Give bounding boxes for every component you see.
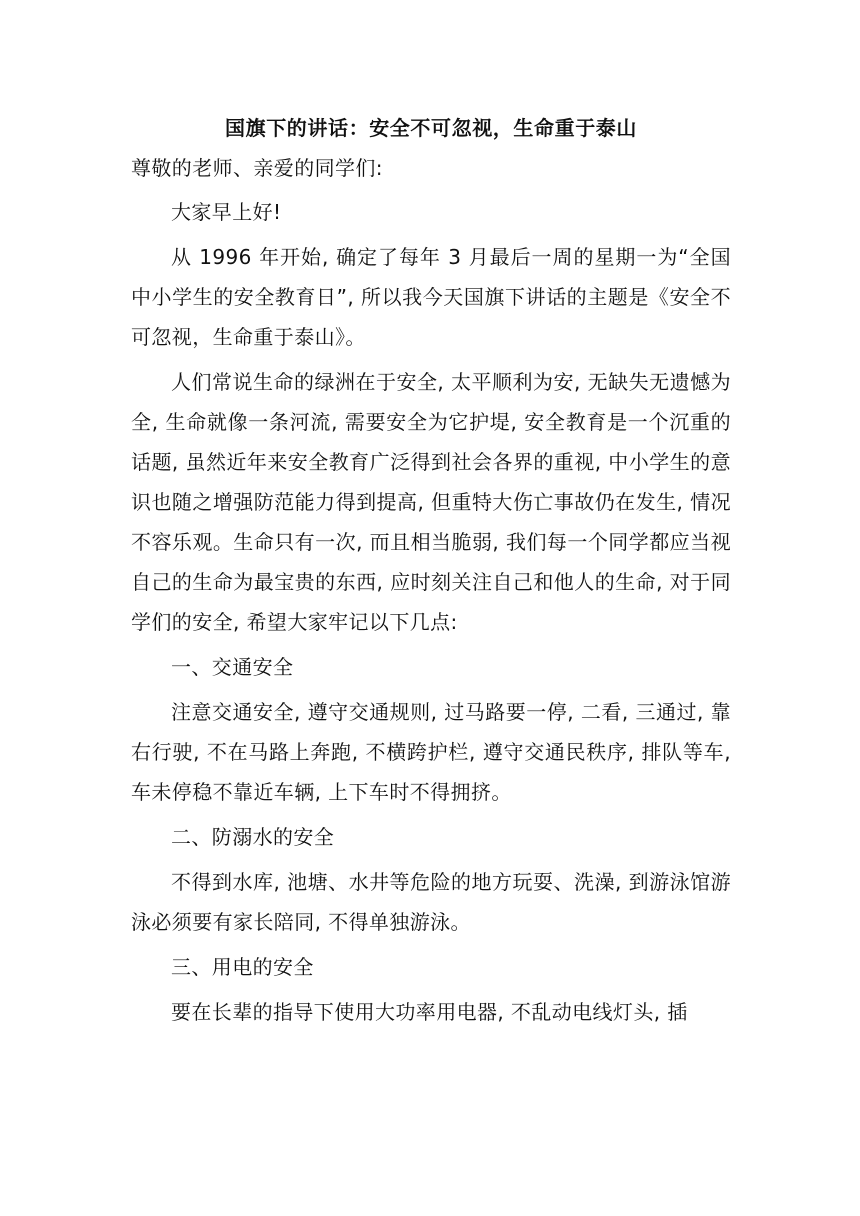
intro-paragraph: 从 1996 年开始, 确定了每年 3 月最后一周的星期一为“全国中小学生的安全教育日”, 所以我今天国旗下讲话的主题是《安全不可忽视，生命重于泰山》。 — [131, 245, 731, 349]
body-paragraph: 人们常说生命的绿洲在于安全, 太平顺利为安, 无缺失无遗憾为全, 生命就像一条河流, 需要安全为它护堤, 安全教育是一个沉重的话题, 虽然近年来安全教育广泛得到社会各界的重视, 中小学生的意识也随之增强防范能力得到提高, 但重特大伤亡事故仍在发生, 情况不容乐观。生命只有一次, 而且相当脆弱, 我们每一个同学都应当视自己的生命为最宝贵的东西, 应时刻关注自己和他人的生命, 对于同学们的安全, 希望大家牢记以下几点: — [131, 370, 731, 634]
greeting-paragraph: 大家早上好! — [171, 200, 282, 224]
traffic-paragraph: 注意交通安全, 遵守交通规则, 过马路要一停, 二看, 三通过, 靠右行驶, 不在马路上奔跑, 不横跨护栏, 遵守交通民秩序, 排队等车, 车未停稳不靠近车辆, 上下车时不得拥挤。 — [131, 700, 731, 804]
section-heading-drowning: 二、防溺水的安全 — [171, 825, 335, 849]
electricity-paragraph: 要在长辈的指导下使用大功率用电器, 不乱动电线灯头, 插 — [171, 1000, 688, 1024]
section-heading-electricity: 三、用电的安全 — [171, 955, 314, 979]
drowning-paragraph: 不得到水库, 池塘、水井等危险的地方玩耍、洗澡, 到游泳馆游泳必须要有家长陪同, 不得单独游泳。 — [131, 870, 731, 934]
salutation: 尊敬的老师、亲爱的同学们: — [131, 156, 383, 180]
speech-title: 国旗下的讲话：安全不可忽视，生命重于泰山 — [225, 116, 637, 140]
section-heading-traffic: 一、交通安全 — [171, 655, 294, 679]
document-body — [131, 108, 731, 1037]
